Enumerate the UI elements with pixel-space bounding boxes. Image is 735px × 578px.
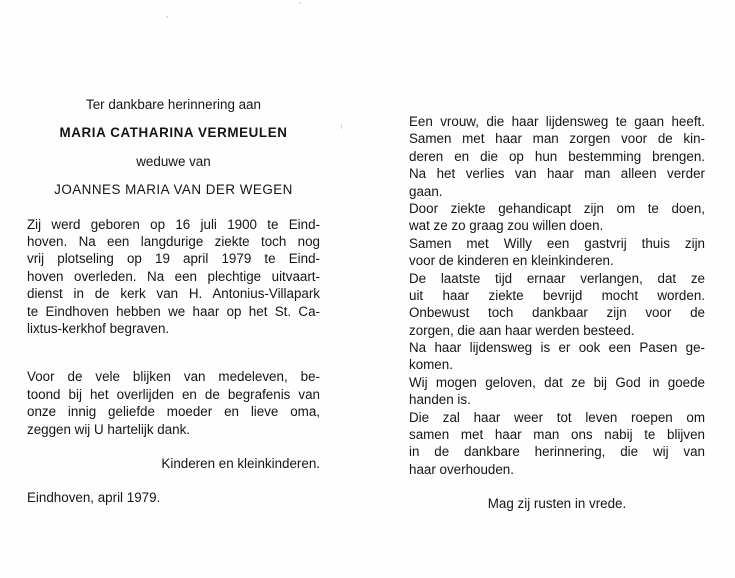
poem-line: deren en die op hun bestemming brengen. (409, 148, 705, 164)
place-date: Eindhoven, april 1979. (27, 490, 161, 506)
thanks-paragraph (27, 368, 320, 438)
biography-line: hoven. Na een langdurige ziekte toch nog (27, 234, 320, 250)
poem-line: uit haar ziekte bevrijd mocht worden. (409, 287, 705, 303)
poem-line: Na het verlies van haar man alleen verder (409, 166, 705, 182)
poem-line: wat ze zo graag zou willen doen. (409, 218, 604, 234)
poem-line: in de dankbare herinnering, die wij van (409, 444, 705, 460)
poem-line: Samen met Willy een gastvrij thuis zijn (409, 235, 705, 251)
right-column (409, 113, 705, 513)
deceased-name: MARIA CATHARINA VERMEULEN (59, 125, 288, 141)
poem-line: De laatste tijd ernaar verlangen, dat ze (409, 270, 705, 286)
biography-line: hoven overleden. Na een plechtige uitvaart- (27, 268, 320, 284)
poem-line: Samen met haar man zorgen voor de kin- (409, 131, 705, 147)
biography-line: lixtus-kerkhof begraven. (27, 320, 170, 336)
spouse-name: JOANNES MARIA VAN DER WEGEN (54, 182, 293, 198)
poem-line: Wij mogen geloven, dat ze bij God in goede (409, 374, 705, 390)
intro-heading: Ter dankbare herinnering aan (86, 97, 261, 112)
paper-speck (341, 124, 342, 129)
poem-line: gaan. (409, 183, 443, 199)
paragraph-gap (27, 337, 320, 368)
biography-line: dienst in de kerk van H. Antonius-Villapark (27, 286, 320, 302)
poem-line: samen met haar man ons nabij te blijven (409, 427, 705, 443)
poem-line: haar overhouden. (409, 461, 514, 477)
poem-line: voor de kinderen en kleinkinderen. (409, 253, 614, 269)
poem-line: zorgen, die aan haar werden besteed. (409, 322, 635, 338)
poem-line: Onbewust toch dankbaar zijn voor de (409, 305, 705, 321)
poem-line: handen is. (409, 392, 471, 408)
poem-line: Na haar lijdensweg is er ook een Pasen ge- (409, 340, 705, 356)
signature: Kinderen en kleinkinderen. (161, 455, 320, 471)
paper-speck (299, 2, 301, 4)
poem (409, 113, 705, 478)
closing-line: Mag zij rusten in vrede. (487, 496, 627, 512)
left-column (27, 96, 320, 507)
relation-label: weduwe van (136, 153, 211, 169)
thanks-line: toond bij het overlijden en de begrafenis van (27, 386, 320, 402)
biography-line: vrij plotseling op 19 april 1979 te Eind- (27, 251, 320, 267)
poem-line: Die zal haar weer tot leven roepen om (409, 409, 705, 425)
poem-line: Door ziekte gehandicapt zijn om te doen, (409, 200, 705, 216)
biography-line: te Eindhoven hebben we haar op het St. Ca- (27, 303, 320, 319)
biography-paragraph (27, 216, 320, 338)
poem-line: komen. (409, 357, 453, 373)
biography-line: Zij werd geboren op 16 juli 1900 te Eind- (27, 216, 320, 232)
thanks-line: onze innig geliefde moeder en lieve oma, (27, 404, 320, 420)
thanks-line: zeggen wij U hartelijk dank. (27, 421, 191, 437)
poem-line: Een vrouw, die haar lijdensweg te gaan heeft. (409, 114, 705, 129)
thanks-line: Voor de vele blijken van medeleven, be- (27, 369, 320, 385)
paper-speck (166, 16, 168, 18)
